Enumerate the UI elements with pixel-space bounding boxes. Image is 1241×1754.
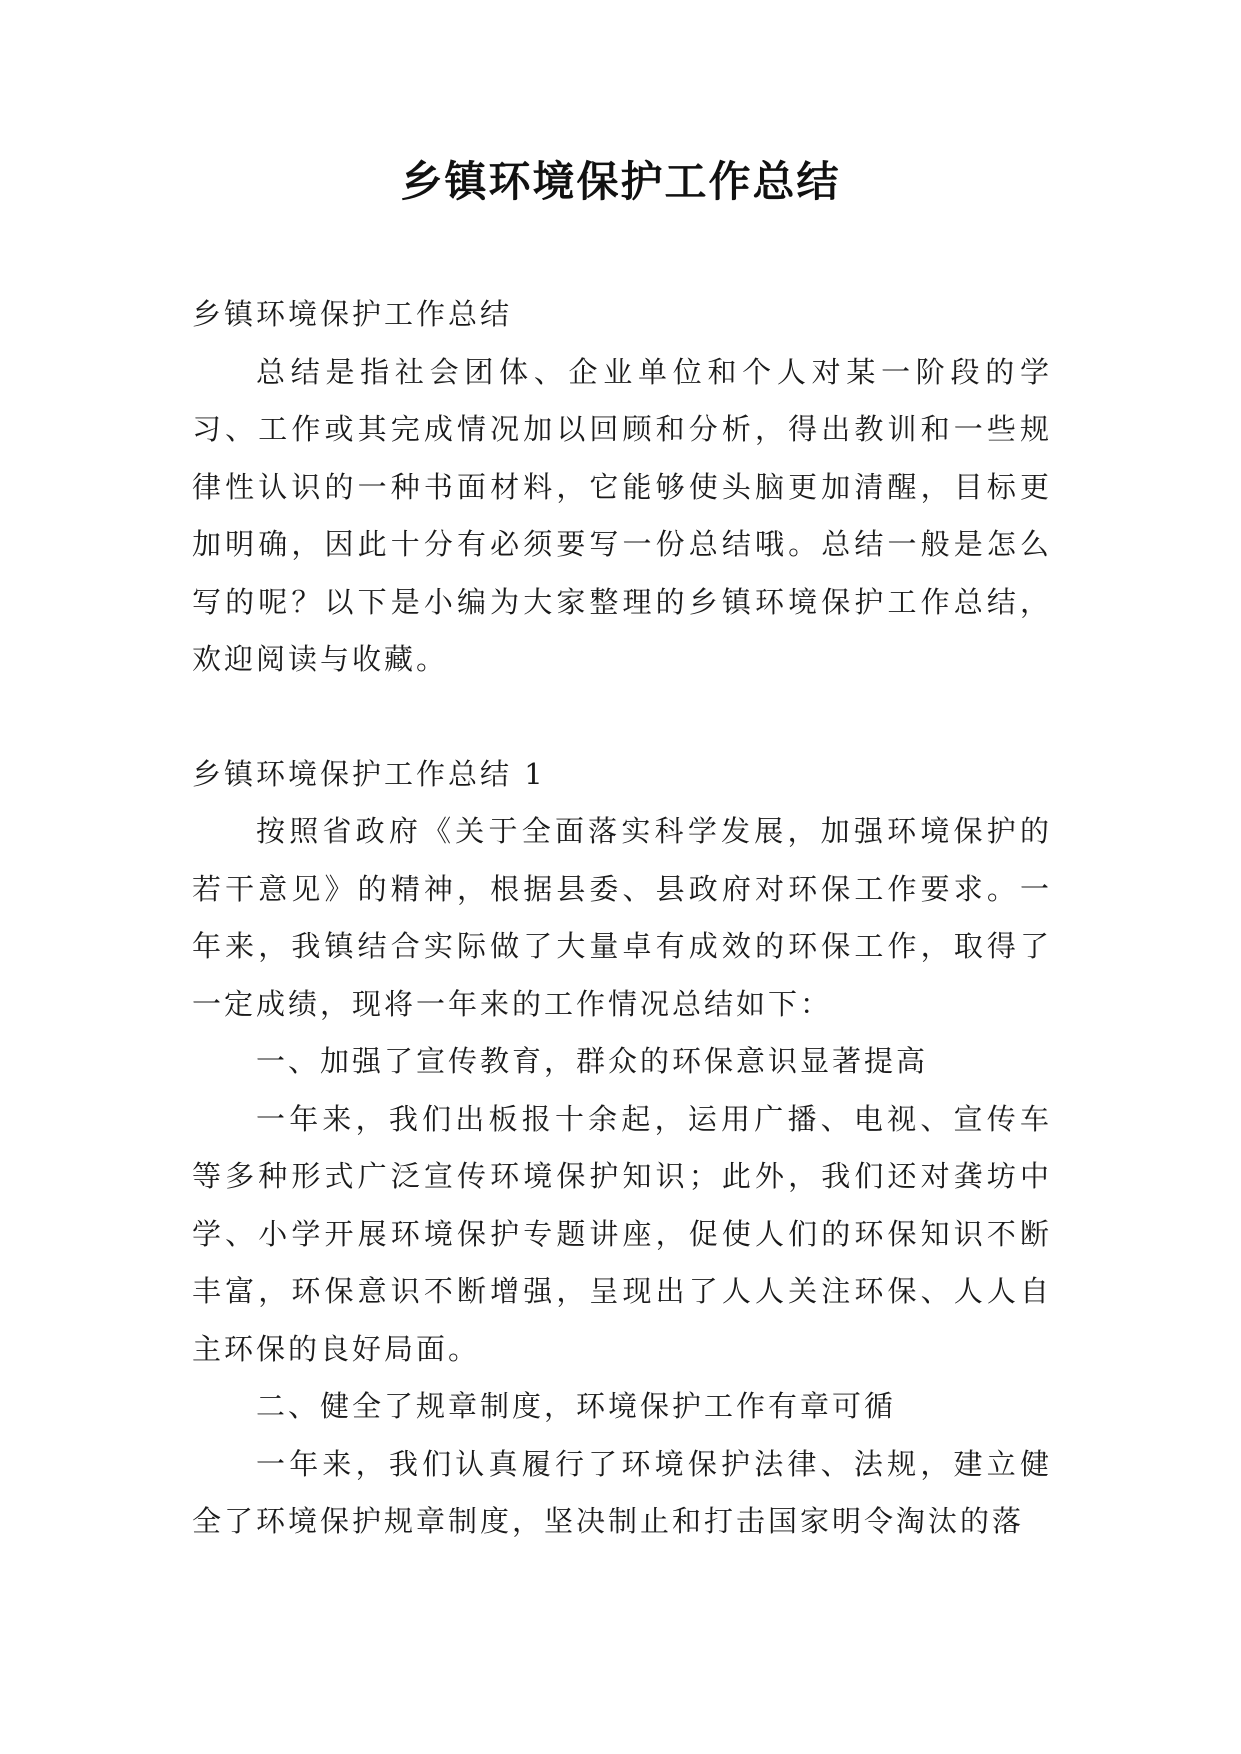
document-body [192,286,1052,1551]
section-spacer [192,689,1052,746]
section-1-paragraph-1: 按照省政府《关于全面落实科学发展，加强环境保护的若干意见》的精神，根据县委、县政府对环保工作要求。一年来，我镇结合实际做了大量卓有成效的环保工作，取得了一定成绩，现将一年来的工作情况总结如下： [192,814,1052,1021]
intro-heading: 乡镇环境保护工作总结 [192,297,513,331]
section-1-paragraph-3: 一年来，我们认真履行了环境保护法律、法规，建立健全了环境保护规章制度，坚决制止和打击国家明令淘汰的落 [192,1446,1052,1538]
document-title: 乡镇环境保护工作总结 [400,157,841,206]
subheading-2: 二、健全了规章制度，环境保护工作有章可循 [256,1389,897,1423]
section-1-heading: 乡镇环境保护工作总结 1 [192,756,546,791]
intro-paragraph: 总结是指社会团体、企业单位和个人对某一阶段的学习、工作或其完成情况加以回顾和分析，得出教训和一些规律性认识的一种书面材料，它能够使头脑更加清醒，目标更加明确，因此十分有必须要写一份总结哦。总结一般是怎么写的呢？以下是小编为大家整理的乡镇环境保护工作总结，欢迎阅读与收藏。 [192,354,1052,676]
section-1-paragraph-2: 一年来，我们出板报十余起，运用广播、电视、宣传车等多种形式广泛宣传环境保护知识；此外，我们还对龚坊中学、小学开展环境保护专题讲座，促使人们的环保知识不断丰富，环保意识不断增强，呈现出了人人关注环保、人人自主环保的良好局面。 [192,1101,1052,1366]
subheading-1: 一、加强了宣传教育，群众的环保意识显著提高 [256,1044,929,1078]
